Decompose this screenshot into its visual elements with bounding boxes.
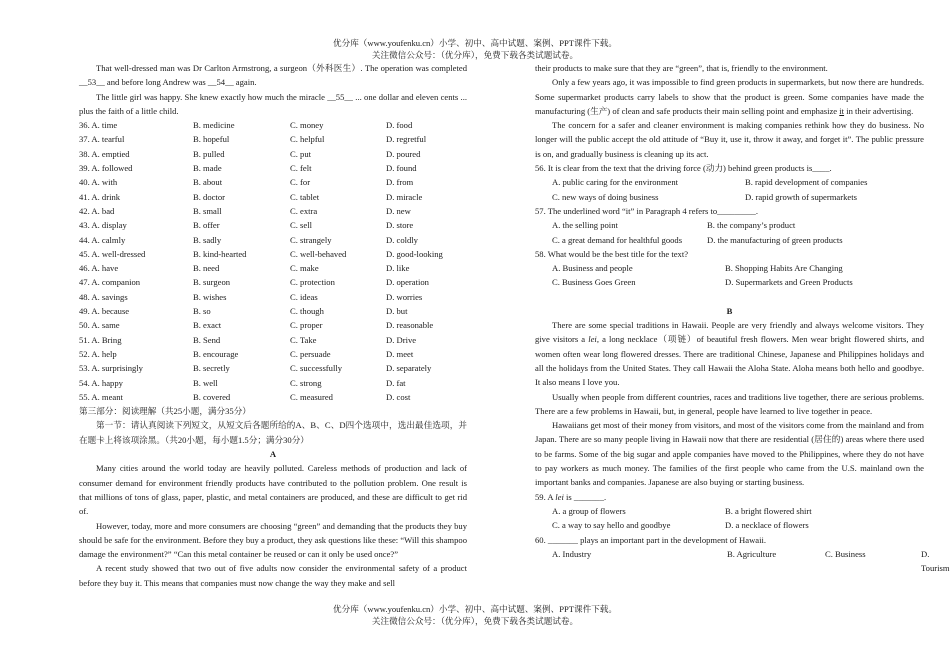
cloze-option-d: D. Drive [386, 334, 417, 345]
question-56: 56. It is clear from the text that the driving force (动力) behind green products is____. [535, 163, 832, 174]
cloze-option-b: B. well [193, 377, 218, 388]
cloze-option-d: D. poured [386, 148, 421, 159]
cloze-option-c: C. helpful [290, 134, 325, 145]
cloze-option-b: B. exact [193, 320, 222, 331]
q57-options [535, 218, 924, 247]
cloze-option-d: D. fat [386, 377, 406, 388]
cloze-option-a: 50. A. same [79, 320, 120, 331]
cloze-option-c: C. tablet [290, 191, 320, 202]
cloze-option-b: B. Send [193, 334, 221, 345]
cloze-paragraph-end-1: That well-dressed man was Dr Carlton Armstrong, a surgeon（外科医生）. The operation was completed __53__ and before long Andrew was __54__ again. [79, 63, 467, 88]
cloze-option-c: C. protection [290, 277, 335, 288]
passage-a-paragraph-3: A recent study showed that two out of five adults now consider the environmental safety of a product before they buy it. This means that companies must now change the way they make and sell [79, 563, 467, 588]
cloze-option-d: D. miracle [386, 191, 423, 202]
page-footer [0, 603, 950, 627]
q59-text-end: is _______. [563, 491, 607, 502]
cloze-option-b: B. medicine [193, 120, 235, 131]
q58-option-a: A. Business and people [552, 263, 633, 274]
q59-lei: lei [555, 491, 564, 502]
cloze-option-a: 53. A. surprisingly [79, 363, 143, 374]
cloze-row [79, 361, 467, 375]
q58-options [535, 261, 924, 290]
cloze-row [79, 275, 467, 289]
cloze-option-a: 49. A. because [79, 306, 130, 317]
cloze-option-a: 42. A. bad [79, 205, 115, 216]
p4-text: Only a few years ago, it was impossible to find green products in supermarkets, but now there are hundreds. Some supermarket products carry labels to show that the product is green. Some companies have made the manufacturing (生产) of clean and safe products their main selling point and emphasize [535, 77, 924, 116]
cloze-option-a: 48. A. savings [79, 291, 128, 302]
cloze-option-a: 46. A. have [79, 263, 119, 274]
question-60: 60. _______ plays an important part in the development of Hawaii. [535, 534, 767, 545]
q60-option-b: B. Agriculture [727, 548, 777, 559]
passage-a-paragraph-5: The concern for a safer and cleaner environment is making companies rethink how they do business. No longer will the public accept the old attitude of “Buy it, use it, throw it away, and forget it”. The public pressure is on, and gradually business is cleaning up its act. [535, 120, 924, 159]
cloze-row [79, 132, 467, 146]
cloze-row [79, 204, 467, 218]
cloze-option-b: B. pulled [193, 148, 225, 159]
part3-title: 第三部分：阅读理解（共25小题，满分35分） [79, 406, 251, 417]
q58-option-d: D. Supermarkets and Green Products [725, 277, 853, 288]
cloze-option-c: C. put [290, 148, 312, 159]
cloze-option-c: C. for [290, 177, 311, 188]
cloze-option-b: B. need [193, 263, 220, 274]
cloze-option-c: C. money [290, 120, 324, 131]
cloze-options-list [79, 118, 467, 404]
passage-b-paragraph-2: Usually when people from different countries, races and traditions live together, there are serious problems. There are a few problems in Hawaii, but, in general, people have learned to live together in peace. [535, 391, 924, 416]
passage-a-paragraph-4 [535, 75, 924, 118]
b-p1-text: There are some special traditions in Hawaii. People are very friendly and always welcome visitors. They give visitors a [535, 320, 924, 345]
cloze-option-c: C. make [290, 263, 319, 274]
cloze-option-c: C. felt [290, 163, 312, 174]
q56-option-d: D. rapid growth of supermarkets [745, 191, 857, 202]
q57-option-c: C. a great demand for healthful goods [552, 234, 683, 245]
cloze-option-d: D. reasonable [386, 320, 434, 331]
q59-text: 59. A [535, 491, 556, 502]
cloze-option-a: 51. A. Bring [79, 334, 122, 345]
header-line-2: 关注微信公众号：（优分库），免费下载各类试题试卷。 [371, 50, 579, 60]
footer-line-1: 优分库（www.youfenku.cn）小学、初中、高中试题、案例、PPT课件下载。 [333, 604, 617, 614]
cloze-option-c: C. proper [290, 320, 323, 331]
cloze-row [79, 333, 467, 347]
cloze-option-c: C. strong [290, 377, 322, 388]
cloze-option-c: C. Take [290, 334, 317, 345]
cloze-option-c: C. persuade [290, 348, 331, 359]
passage-a-paragraph-2: However, today, more and more consumers are choosing “green” and demanding that the products they buy should be safe for the environment. Before they buy a product, they ask questions like these: “Will this shampoo damage the environment?” “Can this metal container be reused or can it only be used once?” [79, 520, 467, 560]
cloze-option-d: D. from [386, 177, 414, 188]
cloze-option-a: 38. A. emptied [79, 148, 130, 159]
cloze-option-c: C. ideas [290, 291, 318, 302]
header-line-1: 优分库（www.youfenku.cn）小学、初中、高中试题、案例、PPT课件下载。 [333, 38, 617, 48]
q60-option-c: C. Business [825, 548, 866, 559]
q56-option-a: A. public caring for the environment [552, 177, 679, 188]
cloze-option-a: 45. A. well-dressed [79, 248, 146, 259]
cloze-option-c: C. strangely [290, 234, 332, 245]
cloze-option-b: B. about [193, 177, 223, 188]
cloze-paragraph-end-2: The little girl was happy. She knew exactly how much the miracle __55__ ... one dollar and eleven cents ... plus the faith of a little child. [79, 91, 467, 116]
cloze-row [79, 190, 467, 204]
q56-option-c: C. new ways of doing business [552, 191, 659, 202]
cloze-option-b: B. hopeful [193, 134, 230, 145]
cloze-option-b: B. small [193, 205, 222, 216]
cloze-option-b: B. made [193, 163, 222, 174]
q59-options [535, 504, 924, 533]
cloze-option-c: C. successfully [290, 363, 343, 374]
q56-option-b: B. rapid development of companies [745, 177, 868, 188]
cloze-option-d: D. worries [386, 291, 423, 302]
cloze-row [79, 175, 467, 189]
cloze-option-a: 52. A. help [79, 348, 117, 359]
cloze-option-a: 54. A. happy [79, 377, 123, 388]
cloze-option-d: D. meet [386, 348, 414, 359]
q59-option-b: B. a bright flowered shirt [725, 505, 812, 516]
q58-option-b: B. Shopping Habits Are Changing [725, 263, 843, 274]
right-column [535, 61, 950, 575]
cloze-row [79, 390, 467, 404]
cloze-option-b: B. surgeon [193, 277, 231, 288]
cloze-option-d: D. good-looking [386, 248, 443, 259]
cloze-option-a: 43. A. display [79, 220, 127, 231]
cloze-row [79, 161, 467, 175]
cloze-option-b: B. covered [193, 391, 231, 402]
cloze-option-b: B. secretly [193, 363, 230, 374]
cloze-row [79, 347, 467, 361]
cloze-option-c: C. extra [290, 205, 318, 216]
cloze-row [79, 290, 467, 304]
cloze-option-d: D. like [386, 263, 410, 274]
q60-options [535, 547, 950, 576]
q57-option-d: D. the manufacturing of green products [707, 234, 843, 245]
cloze-option-a: 39. A. followed [79, 163, 133, 174]
cloze-option-a: 44. A. calmly [79, 234, 126, 245]
q60-option-d: D. Tourism [921, 548, 950, 574]
cloze-option-d: D. found [386, 163, 417, 174]
cloze-option-c: C. sell [290, 220, 312, 231]
passage-a-paragraph-3-cont: their products to make sure that they are “green”, that is, friendly to the environment. [535, 63, 828, 73]
left-column [79, 61, 467, 590]
q59-option-c: C. a way to say hello and goodbye [552, 520, 671, 531]
cloze-option-d: D. food [386, 120, 413, 131]
q59-option-a: A. a group of flowers [552, 505, 626, 516]
footer-line-2: 关注微信公众号：（优分库），免费下载各类试题试卷。 [371, 616, 579, 626]
q58-option-c: C. Business Goes Green [552, 277, 636, 288]
cloze-option-c: C. though [290, 306, 324, 317]
cloze-option-b: B. wishes [193, 291, 227, 302]
passage-b-paragraph-1 [535, 318, 924, 389]
cloze-option-c: C. measured [290, 391, 333, 402]
cloze-option-b: B. kind-hearted [193, 248, 247, 259]
cloze-option-d: D. separately [386, 363, 432, 374]
q59-option-d: D. a necklace of flowers [725, 520, 809, 531]
cloze-option-d: D. but [386, 306, 408, 317]
question-59 [535, 490, 924, 504]
cloze-option-a: 40. A. with [79, 177, 118, 188]
passage-b-paragraph-3: Hawaiians get most of their money from visitors, and most of the visitors come from the mainland and from Japan. There are so many people living in Hawaii now that there are residential (居住的) areas where there used to be farms. Some of the big sugar and apple companies have moved to the Philippines, where they do not have to pay workers as much money. The families of the first people who came from the U.S. mainland own the important banks and companies. Japanese are also buying or starting business. [535, 420, 924, 488]
question-58: 58. What would be the best title for the text? [535, 248, 689, 259]
part3-instructions: 第一节：请认真阅读下列短文，从短文后各题所给的A、B、C、D四个选项中，选出最佳选项，并在题卡上将该项涂黑。（共20小题，每小题1.5分；满分30分） [79, 420, 467, 445]
cloze-row [79, 261, 467, 275]
cloze-option-a: 41. A. drink [79, 191, 121, 202]
cloze-row [79, 247, 467, 261]
cloze-option-b: B. doctor [193, 191, 225, 202]
cloze-row [79, 233, 467, 247]
question-57: 57. The underlined word “it” in Paragraph 4 refers to_________. [535, 205, 758, 216]
cloze-option-d: D. store [386, 220, 414, 231]
cloze-option-b: B. encourage [193, 348, 239, 359]
cloze-option-a: 37. A. tearful [79, 134, 125, 145]
q57-option-b: B. the company’s product [707, 220, 796, 231]
cloze-option-c: C. well-behaved [290, 248, 347, 259]
cloze-row [79, 218, 467, 232]
word-lei: lei [588, 334, 597, 345]
passage-a-label: A [269, 449, 277, 460]
cloze-option-d: D. new [386, 205, 411, 216]
q56-options [535, 175, 924, 204]
cloze-option-d: D. coldly [386, 234, 418, 245]
q57-option-a: A. the selling point [552, 220, 618, 231]
cloze-option-a: 36. A. time [79, 120, 118, 131]
page-header [0, 37, 950, 61]
q60-option-a: A. Industry [552, 548, 592, 559]
passage-b-label: B [726, 305, 733, 316]
cloze-option-b: B. sadly [193, 234, 222, 245]
cloze-row [79, 376, 467, 390]
b-p1-text-end: , a long necklace（项链）of beautiful fresh flowers. Men wear bright flowered shirts, and women often wear long flowered dresses. There are traditional Chinese, Japanese and Philippines holidays and all the holidays from the United States. They call Hawaii the Aloha State. Aloha means both hello and goodbye. It also means I love you. [535, 334, 924, 388]
cloze-option-a: 55. A. meant [79, 391, 123, 402]
cloze-row [79, 147, 467, 161]
cloze-option-b: B. so [193, 306, 211, 317]
cloze-option-d: D. cost [386, 391, 411, 402]
cloze-row [79, 318, 467, 332]
cloze-option-d: D. regretful [386, 134, 427, 145]
p4-text-end: in their advertising. [844, 105, 914, 116]
cloze-row [79, 118, 467, 132]
cloze-option-a: 47. A. companion [79, 277, 141, 288]
cloze-row [79, 304, 467, 318]
passage-a-paragraph-1: Many cities around the world today are heavily polluted. Careless methods of production and lack of consumer demand for environment friendly products have contributed to the pollution problem. One result is that millions of tons of glass, paper, plastic, and metal containers are produced, and these are difficult to get rid of. [79, 463, 467, 517]
cloze-option-b: B. offer [193, 220, 220, 231]
underlined-it: it [839, 105, 845, 116]
cloze-option-d: D. operation [386, 277, 429, 288]
